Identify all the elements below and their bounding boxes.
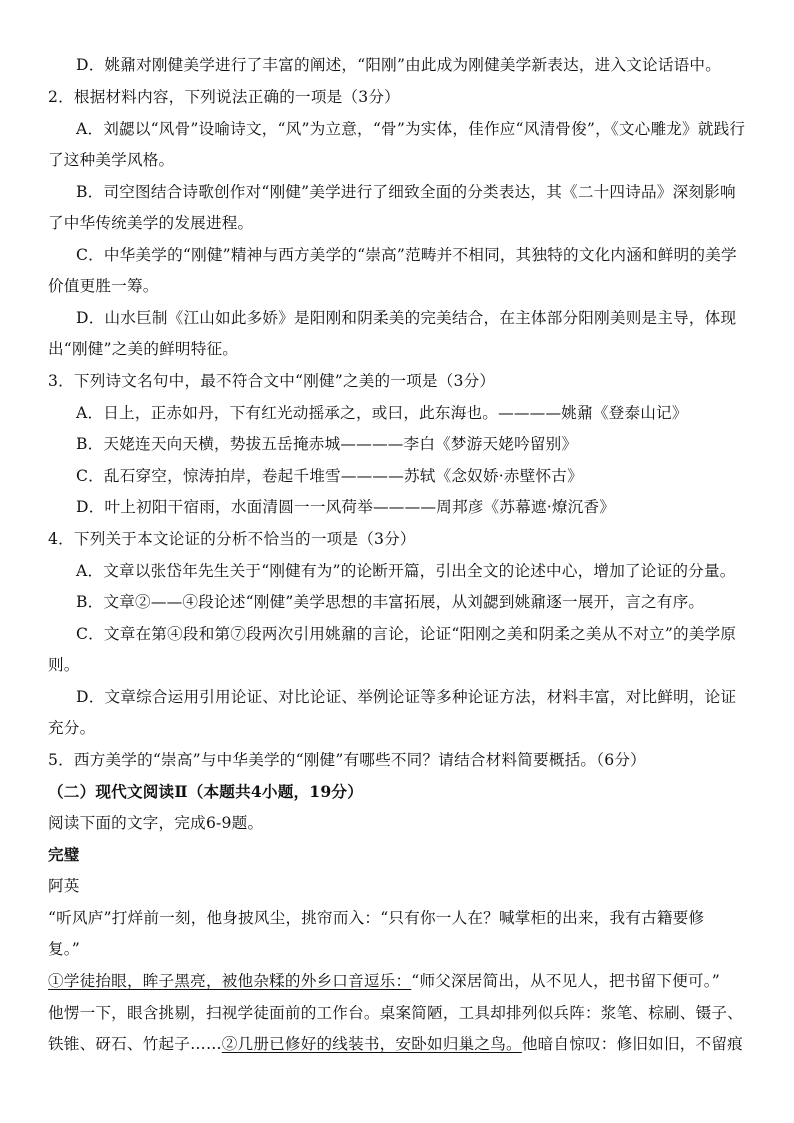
q3-option-b: B．天姥连天向天横，势拔五岳掩赤城————李白《梦游天姥吟留别》 [76,435,578,453]
q2-option-d: D．山水巨制《江山如此多娇》是阳刚和阴柔美的完美结合，在主体部分阳刚美则是主导，体现 [76,309,737,327]
paragraph-2-line-2: 他愣一下，眼含挑剔，扫视学徒面前的工作台。桌案简陋，工具却排列似兵阵：浆笔、棕刷、镊子、 [48,1004,743,1022]
paragraph-2-line-3 [48,1034,743,1054]
underlined-sentence-2: ②几册已修好的线装书，安卧如归巢之鸟。 [221,1035,522,1053]
q3-option-a: A．日上，正赤如丹，下有红光动摇承之，或曰，此东海也。————姚鼐《登泰山记》 [76,404,688,422]
underlined-sentence-1: ①学徒抬眼，眸子黑亮，被他杂糅的外乡口音逗乐： [48,972,412,990]
q2-option-c: C．中华美学的“刚健”精神与西方美学的“崇高”范畴并不相同，其独特的文化内涵和鲜明的美学 [76,246,737,264]
q2-option-a-cont: 了这种美学风格。 [48,151,175,169]
q3-option-d: D．叶上初阳干宿雨，水面清圆一一风荷举————周邦彦《苏幕遮·燎沉香》 [76,498,616,516]
quoted-reply: “师父深居简出，从不见人，把书留下便可。” [411,972,720,990]
q4-option-c-cont: 则。 [48,656,80,674]
q1-option-d: D．姚鼐对刚健美学进行了丰富的阐述，“阳刚”由此成为刚健美学新表达，进入文论话语中。 [76,56,722,74]
q3-option-c: C．乱石穿空，惊涛拍岸，卷起千堆雪————苏轼《念奴娇·赤壁怀古》 [76,467,583,485]
q4-option-c: C．文章在第④段和第⑦段两次引用姚鼐的言论，论证“阳刚之美和阴柔之美从不对立”的美学原 [76,625,737,643]
story-title: 完璧 [48,845,80,864]
story-author: 阿英 [48,877,80,895]
reading-instruction: 阅读下面的文字，完成6-9题。 [48,814,264,832]
q2-option-d-cont: 出“刚健”之美的鲜明特征。 [48,340,239,358]
q4-option-d: D．文章综合运用引用论证、对比论证、举例论证等多种论证方法，材料丰富，对比鲜明，论证 [76,688,737,706]
q2-option-a: A．刘勰以“风骨”设喻诗文，“风”为立意，“骨”为实体，佳作应“风清骨俊”，《文心雕龙》就践行 [76,120,746,138]
q4-stem: 4．下列关于本文论证的分析不恰当的一项是（3分） [48,530,416,548]
q4-option-b: B．文章②——④段论述“刚健”美学思想的丰富拓展，从刘勰到姚鼐逐一展开，言之有序。 [76,593,705,611]
paragraph-1-line-1: “听风庐”打烊前一刻，他身披风尘，挑帘而入：“只有你一人在？喊掌柜的出来，我有古籍要修 [48,909,705,927]
q4-option-a: A．文章以张岱年先生关于“刚健有为”的论断开篇，引出全文的论述中心，增加了论证的分量。 [76,562,736,580]
q2-option-b: B．司空图结合诗歌创作对“刚健”美学进行了细致全面的分类表达，其《二十四诗品》深刻影响 [76,183,736,201]
paragraph-2-trailing-text: 他暗自惊叹：修旧如旧，不留痕 [521,1035,743,1053]
q4-option-d-cont: 充分。 [48,719,96,737]
q2-option-c-cont: 价值更胜一筹。 [48,277,159,295]
section-heading: （二）现代文阅读Ⅱ（本题共4小题，19分） [48,782,363,801]
q5-stem: 5．西方美学的“崇高”与中华美学的“刚健”有哪些不同？请结合材料简要概括。（6分） [48,751,646,769]
q2-option-b-cont: 了中华传统美学的发展进程。 [48,214,254,232]
paragraph-1-line-2: 复。” [48,940,80,958]
q2-stem: 2．根据材料内容，下列说法正确的一项是（3分） [48,88,400,106]
tool-list-end: 铁锥、砑石、竹起子…… [48,1035,222,1053]
paragraph-2-line-1 [48,971,720,991]
q3-stem: 3．下列诗文名句中，最不符合文中“刚健”之美的一项是（3分） [48,372,496,390]
